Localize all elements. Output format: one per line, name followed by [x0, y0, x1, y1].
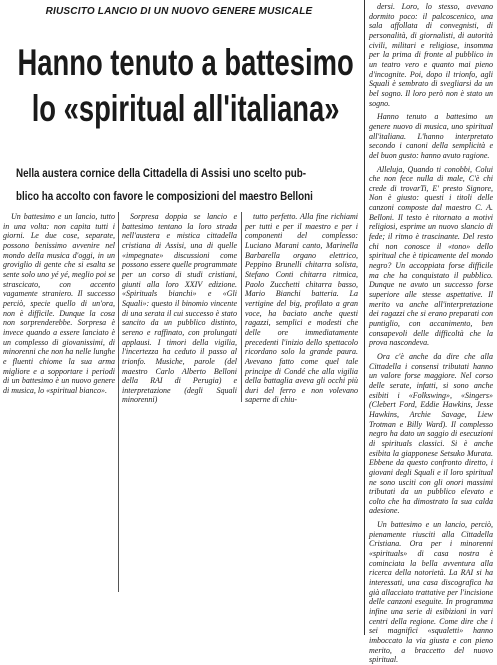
column-1-text: Un battesimo e un lancio, tutto in una volta: non capita tutti i giorni. Le due cose, separate, possono benissimo avvenire nel mondo della musica d'oggi, in un groviglio di gente che si esalta se sente solo uno yé yé, meglio poi se strascicato, con accento vagamente straniero. Il successo perciò, specie quello di un'ora, non è difficile. Dunque la cosa non sorprenderebbe. Sorpresa è invece quando a essere lanciato è un complesso di giovanissimi, di minorenni che non ha nelle lunghe e fluenti chiome la sua arma migliore e a sopportare i periodi di un battesimo è un nuovo genere di musica, lo «spiritual bianco».	[3, 212, 115, 395]
column-4-paragraph: dersi. Loro, lo stesso, avevano dormito poco: il palcoscenico, una sala affollata di convegnisti, di personalità, di giornalisti, di autorità civili, militari e religiose, insomma per la prima di fronte al pubblico in un teatro vero e quanto mai pieno d'incognite. Poi, dopo il trionfo, agli Squali è sembrato di svegliarsi da un bel sogno. Il loro però non è stato un sogno.	[369, 2, 493, 108]
column-4-paragraph: Ora c'è anche da dire che alla Cittadella i consensi tributati hanno un valore forse maggiore. Nel corso delle serate, infatti, si sono anche esibiti i «Folkswing», «Singers» (Clebert Ford, Eddie Hawkins, Jesse Hawkins, Archie Savage, Liew Trotman e Billy Ward). Il complesso negro ha dato un saggio di esecuzioni di spirituals classici. Si è anche esibita la giapponese Setsuko Murata. Ebbene da questo confronto diretto, i giovani degli Squali e il loro spiritual ne sono usciti con gli onori massimi tributati da un pubblico elevato e colto che ha dimostrato la sua calda adesione.	[369, 351, 493, 516]
column-2-text: Sorpresa doppia se lancio e battesimo tentano la loro strada nell'austera e mistica cittadella cristiana di Assisi, una di quelle «impegnate» discussioni come possono essere quelle programmate per un corso di studi cristiani, giunti alla loro XXIV edizione. «Spirituals bianchi» e «Gli Squali»: questo il binomio vincente di una serata il cui successo è stato sancito da un pubblico distinto, sereno e raffinato, con prolungati applausi. I timori della vigilia, l'incertezza ha ceduto il passo al trionfo. Musiche, parole (del maestro Carlo Alberto Belloni della RAI di Perugia) e interpretazione (degli Squali minorenni)	[122, 212, 237, 405]
column-divider	[364, 0, 365, 635]
column-4-paragraph: Alleluja, Quando ti conobbi, Colui che non fece nulla di male, C'è chi crede di trovarTi, E' presto Signore, Non è giusto: questi i titoli delle canzoni composte dal maestro C. A. Belloni. Il testo è ritornato a motivi religiosi, esprime un nuovo slancio di fede; il ritmo è trascinante. Del resto chi non conosce il «tono» dello spiritual che è tipicamente del mondo negro? Un accoppiata forse difficile ma che ha conquistato il pubblico. Dunque ne avuto un successo forse superiore alle stesse aspettative. Il merito va anche all'interpretazione dei ragazzi che si erano preparati con puntiglio, con accanimento, ben consapevoli delle difficoltà che la prova nascondeva.	[369, 164, 493, 348]
article-column-2	[122, 212, 237, 405]
article-column-3	[245, 212, 358, 405]
deck	[16, 162, 360, 208]
kicker: RIUSCITO LANCIO DI UN NUOVO GENERE MUSICALE	[45, 6, 313, 17]
column-divider	[241, 212, 242, 402]
headline	[8, 40, 354, 132]
column-3-text: tutto perfetto. Alla fine richiami per tutti e per il maestro e per i componenti del complesso: Luciano Marani canto, Marinella Barbarella organo elettrico, Peppino Brunelli chitarra solista, Stefano Conti chitarra ritmica, Paolo Zucchetti chitarra basso, Mario Bianchi batteria. La vertigine del big, profilato a gran voce, ha baciato anche questi ragazzi, semplici e modesti che delle ore immediatamente precedenti l'inizio dello spettacolo ricordano solo la grande paura. Avevano fatto come quel tale principe di Condé che alla vigilia della battaglia aveva gli occhi più duri del ferro e non volevano saperne di chiu-	[245, 212, 358, 405]
article-column-1	[3, 212, 115, 592]
headline-line-1: Hanno tenuto a battesimo	[17, 42, 354, 83]
column-4-paragraph: Hanno tenuto a battesimo un genere nuovo di musica, uno spiritual all'italiana. L'hanno interpretato secondo i canoni della semplicità e del buon gusto: hanno avuto ragione.	[369, 112, 493, 160]
headline-line-2: lo «spiritual all'italiana»	[31, 88, 340, 129]
deck-line-1: Nella austera cornice della Cittadella di Assisi uno scelto pub-	[16, 166, 306, 180]
column-4-paragraph: Un battesimo e un lancio, perciò, pienamente riusciti alla Cittadella Cristiana. Ora per i minorenni «spirituals» di casa nostra è cominciata la bella avventura alla ricerca della notorietà. La RAI si ha interessati, una casa discografica ha già allacciato trattative per l'incisione delle canzoni eseguite. In programma infine una serie di esibizioni in vari centri della regione. Come dire che i sei magnifici «squaletti» hanno imboccato la via giusta e con pieno merito, a braccetto del nuovo spiritual.	[369, 520, 493, 665]
column-divider	[118, 212, 119, 592]
deck-line-2: blico ha accolto con favore le composizioni del maestro Belloni	[16, 189, 313, 203]
article-column-4	[369, 2, 493, 665]
